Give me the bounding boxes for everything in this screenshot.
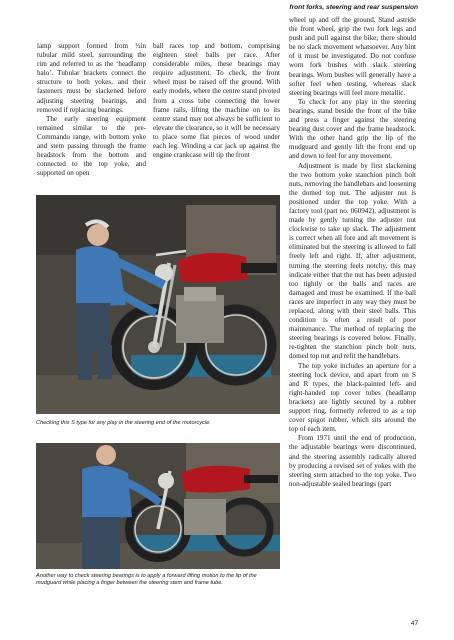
text-column-3	[289, 16, 416, 489]
photo-steering-check-1	[36, 195, 280, 414]
paragraph: To check for any play in the steering bearings, stand beside the front of the bike and press a finger against the steering bearing dust cover and the frame headstock. With the other hand grip the lip of the mudguard and gently lift the front end up and down to feel for any movement.	[289, 97, 416, 161]
paragraph: lamp support formed from ½in tubular mild steel, surrounding the rim and referred to as the ‘headlamp halo’. Tubular brackets connect the structure to both yokes, and their fasteners must be slackened before adjusting steering bearings, and removed if replacing bearings.	[37, 42, 146, 114]
text-column-2	[153, 42, 280, 160]
page-number: 47	[410, 620, 418, 627]
paragraph: The early steering equipment remained similar to the pre-Commando range, with bottom yoke and stem passing through the frame headstock from the bottom and connected to the top yoke, and supported on open	[37, 114, 146, 178]
figure-caption: Another way to check steering bearings is to apply a forward lifting motion to the lip of the mudguard while placing a finger between the steering stem and frame tube.	[36, 573, 257, 586]
paragraph: wheel up and off the ground. Stand astride the front wheel, grip the two fork legs and push and pull against the bike; there should be no slack movement whatsoever. Any hint of it must be investigated. Do not confuse worn fork bushes with slack steering bearings. Worn bushes will generally have a softer feel when testing, whereas slack steering bearings will feel more metallic.	[289, 16, 416, 97]
paragraph: From 1971 until the end of production, the adjustable bearings were discontinued, and the steering assembly radically altered by producing a revised set of yokes with the steering stem attached to the top yoke. Two non-adjustable sealed bearings (part	[289, 434, 416, 488]
photo-steering-check-2	[36, 443, 280, 569]
running-header: front forks, steering and rear suspension	[289, 4, 418, 11]
paragraph: The top yoke includes an aperture for a steering lock device, and apart from on S and R types, the black-painted left- and right-handed top cover tubes (headlamp brackets) are lightly secured by a rubber support ring, formerly referred to as a top cover spigot rubber, which sits around the top of each item.	[289, 361, 416, 434]
paragraph: Adjustment is made by first slackening the two bottom yoke stanchion pinch bolt nuts, removing the handlebars and loosening the domed top nut. The adjuster nut is positioned under the top yoke. With a factory tool (part no. 060942), adjustment is made by gently turning the adjuster nut clockwise to take up slack. The adjustment is correct when all fore and aft movement is eliminated but the steering is allowed to fall freely left and right. If, after adjustment, turning the steering feels notchy, this may indicate either that the nut has been adjusted too tightly or the balls and races are damaged and must be examined. If the ball races are imperfect in any way they must be replaced, along with their steel balls. This condition is often a result of poor maintenance. The method of replacing the steering bearings is covered below. Finally, re-tighten the stanchion pinch bolt nuts, domed top nut and refit the handlebars.	[289, 161, 416, 361]
figure-caption: Checking this S type for any play in the steering end of the motorcycle.	[36, 420, 211, 426]
text-column-1	[37, 42, 146, 178]
paragraph: ball races top and bottom, comprising eighteen steel balls per race. After considerable miles, these bearings may require adjustment. To check, the front wheel must be raised off the ground. With early models, where the centre stand pivoted from a cross tube connecting the lower frame rails, lifting the machine on to its centre stand may not always be sufficient to elevate the clearance, so it will be necessary to place some flat pieces of wood under each leg. Winding a car jack up against the engine crankcase will tip the front	[153, 42, 280, 160]
